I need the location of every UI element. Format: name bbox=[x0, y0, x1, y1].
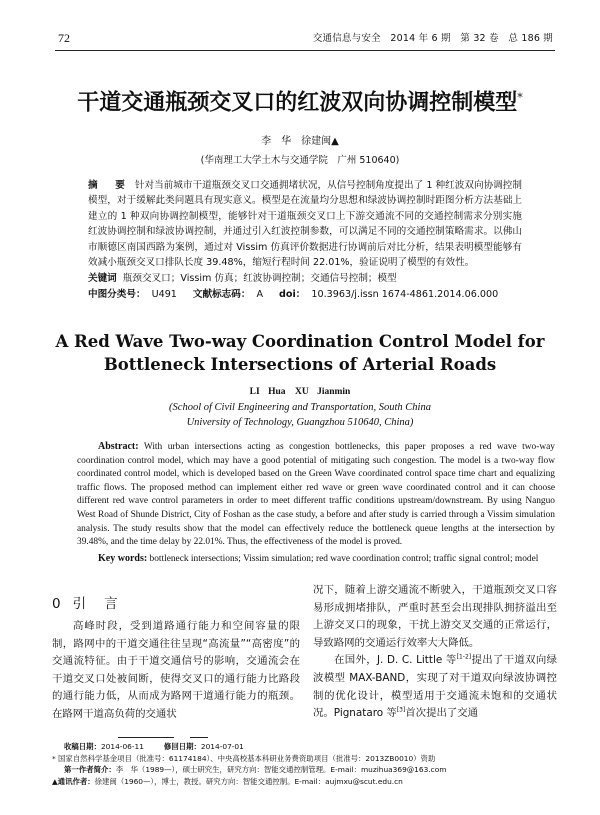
chinese-abstract-label: 摘 要 bbox=[88, 180, 129, 191]
doi-label: doi： bbox=[279, 289, 306, 301]
section-number: 0 bbox=[52, 596, 61, 612]
english-title bbox=[45, 330, 555, 376]
chinese-title-text: 干道交通瓶颈交叉口的红波双向协调控制模型 bbox=[77, 89, 518, 116]
english-abstract-label: Abstract: bbox=[98, 441, 139, 452]
english-keywords bbox=[98, 552, 555, 567]
doc-code-label: 文献标志码： bbox=[192, 289, 251, 301]
footnote-dates bbox=[52, 741, 570, 753]
english-front-matter bbox=[45, 330, 555, 566]
clc-value: U491 bbox=[151, 289, 177, 301]
chinese-abstract bbox=[88, 178, 522, 270]
page-number: 72 bbox=[58, 31, 70, 45]
body-right-paragraph-2 bbox=[313, 652, 557, 722]
body-column-left: 高峰时段，受到道路通行能力和空间容量的限制，路网中的干道交通往往呈现“高流量”“高密度”的交通流特征。由于干道交通信号的影响，交通流会在干道交叉口处被间断，使得交叉口的通行能力比路段的通行能力低，从而成为路网干道通行能力的瓶颈。在路网干道高负荷的交通状 bbox=[52, 620, 300, 720]
body-right-paragraph-1: 况下，随着上游交通流不断驶入，干道瓶颈交叉口容易形成拥堵排队，严重时甚至会出现排队拥挤溢出至上游交叉口的现象，干扰上游交叉交通的正常运行，导致路网的交通运行效率大大降低。 bbox=[313, 584, 557, 649]
chinese-keywords-label: 关键词 bbox=[88, 273, 117, 285]
chinese-keywords-text: 瓶颈交叉口；Vissim 仿真；红波协调控制；交通信号控制；模型 bbox=[122, 273, 397, 285]
classification-line bbox=[88, 288, 522, 302]
section-heading-introduction bbox=[52, 596, 118, 612]
chinese-abstract-text: 针对当前城市干道瓶颈交叉口交通拥堵状况，从信号控制角度提出了 1 种红波双向协调控制模型，对于缓解此类问题具有现实意义。模型是在流量均分思想和绿波协调控制时距图分析方法基础上建立的 1 种双向协调控制模型，能够针对干道瓶颈交叉口上下游交通流不同的交通控制需求分别实施红波协调控制和绿波协调控制，并通过引入红波控制参数，可以满足不同的交通控制策略需求。以佛山市顺德区南国西路为案例，通过对 Vissim 仿真评价数据进行协调前后对比分析，结果表明模型能够有效减小瓶颈交叉口排队长度 39.48%，缩短行程时间 22.01%，验证说明了模型的有效性。 bbox=[88, 180, 523, 269]
english-title-line1: A Red Wave Two-way Coordination Control Model for bbox=[55, 332, 545, 351]
citation-ref-1[interactable]: [1-2] bbox=[456, 653, 472, 661]
header-rule bbox=[55, 50, 555, 51]
footnote-rule bbox=[118, 737, 174, 738]
received-date: 2014-06-11 bbox=[100, 742, 144, 751]
citation-ref-2[interactable]: [3] bbox=[396, 706, 406, 714]
chinese-front-matter bbox=[88, 178, 522, 302]
p2-text-part2: 提出了干道双向绿波模型 MAX-BAND，实现了对干道双向绿波协调控制的优化设计，模型适用于交通流未饱和的交通状况。Pignataro 等 bbox=[313, 654, 558, 720]
english-affiliation-line1: (School of Civil Engineering and Transportation, South China bbox=[169, 402, 431, 413]
clc-label: 中图分类号： bbox=[88, 289, 146, 301]
footnotes bbox=[52, 741, 570, 787]
english-abstract-text: With urban intersections acting as congestion bottlenecks, this paper proposes a red wave two-way coordination control model, which may have a good potential of mitigating such congestion. The model is a two-way flow coordinated control model, which is developed based on the Green Wave coordinated control space time chart and equalizing traffic flows. The proposed method can implement either red wave or green wave coordinated control and it can choose different red wave control parameters in order to meet different traffic conditions upstream/downstream. By using Nanguo West Road of Shunde District, City of Foshan as the case study, a before and after study is carried through a Vissim simulation analysis. The study results show that the model can effectively reduce the bottleneck queue lengths at the intersection by 39.48%, and the time delay by 22.01%. Thus, the effectiveness of the model is proved. bbox=[77, 442, 555, 548]
revised-label: 修回日期： bbox=[163, 742, 201, 751]
english-authors: LI Hua XU Jianmin bbox=[249, 387, 351, 397]
chinese-authors: 李 华 徐建闽▲ bbox=[261, 136, 339, 147]
english-affiliation-line2: University of Technology, Guangzhou 510640, China) bbox=[186, 417, 414, 428]
p2-text-part1: 在国外，J. D. C. Little 等 bbox=[334, 654, 457, 667]
title-footnote-mark: * bbox=[517, 91, 523, 104]
first-author-label: 第一作者简介： bbox=[64, 765, 116, 775]
english-title-line2: Bottleneck Intersections of Arterial Roads bbox=[103, 355, 497, 374]
english-keywords-text: bottleneck intersections; Vissim simulation; red wave coordination control; traffic signal control; model bbox=[149, 553, 539, 564]
english-keywords-label: Key words: bbox=[98, 552, 148, 564]
section-title-char2: 言 bbox=[104, 596, 118, 612]
chinese-title bbox=[0, 84, 600, 116]
chinese-keywords bbox=[88, 272, 522, 286]
english-abstract bbox=[77, 440, 555, 550]
revised-date: 2014-07-01 bbox=[200, 742, 244, 751]
footnote-corresponding-author bbox=[52, 776, 570, 788]
first-author-text: 李 华（1989—），硕士研究生，研究方向：智能交通控制管理。E-mail：muzihua369@163.com bbox=[115, 765, 447, 775]
doi-value[interactable]: 10.3963/j.issn 1674-4861.2014.06.000 bbox=[311, 289, 499, 301]
footnote-first-author bbox=[52, 764, 570, 776]
section-title-char1: 引 bbox=[72, 596, 87, 612]
footnote-rule-short bbox=[190, 737, 208, 738]
doc-code-value: A bbox=[256, 289, 264, 301]
english-affiliation bbox=[45, 400, 555, 430]
p2-text-part3: 首次提出了交通 bbox=[405, 707, 479, 720]
corresponding-author-text: 徐建闽（1960—），博士，教授。研究方向：智能交通控制。E-mail：aujmxu@scut.edu.cn bbox=[94, 776, 403, 786]
journal-running-header: 交通信息与安全 2014 年 6 期 第 32 卷 总 186 期 bbox=[312, 33, 553, 44]
corresponding-author-label: ▲通讯作者： bbox=[52, 776, 95, 786]
chinese-affiliation: (华南理工大学土木与交通学院 广州 510640) bbox=[200, 155, 400, 166]
footnote-funding: * 国家自然科学基金项目（批准号：61174184）、中央高校基本科研业务费资助项目（批准号：2013ZB0010）资助 bbox=[52, 753, 436, 763]
received-label: 收稿日期： bbox=[64, 742, 101, 751]
body-column-right bbox=[313, 582, 557, 723]
